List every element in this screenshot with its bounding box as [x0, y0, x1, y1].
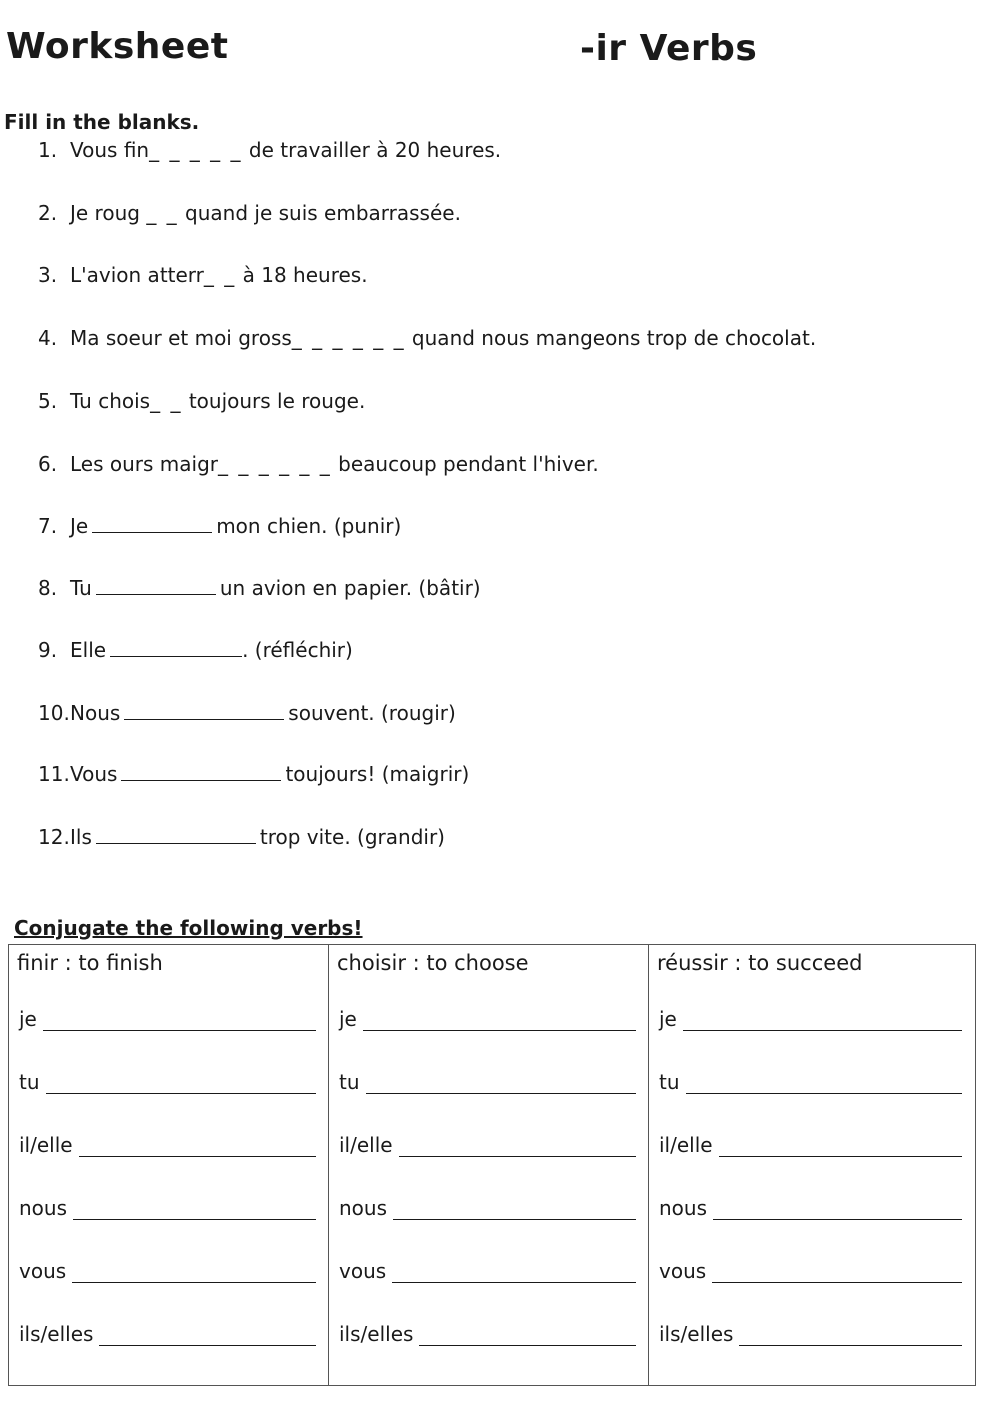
answer-line[interactable]: [739, 1333, 962, 1346]
answer-blank[interactable]: _ _ _ _ _ _: [291, 326, 406, 350]
answer-line[interactable]: [393, 1207, 636, 1220]
answer-line[interactable]: [99, 1333, 316, 1346]
question-9: 9. Elle . (réfléchir): [38, 638, 353, 662]
answer-line[interactable]: [686, 1081, 962, 1094]
answer-blank[interactable]: [96, 580, 216, 595]
worksheet-subtitle: -ir Verbs: [580, 28, 758, 69]
verb-heading: finir : to finish: [17, 951, 163, 975]
question-5: 5. Tu chois_ _ toujours le rouge.: [38, 389, 366, 413]
answer-line[interactable]: [683, 1018, 962, 1031]
conjugation-column-reussir: réussir : to succeed je tu il/elle nous vous ils/elles: [649, 945, 974, 1385]
answer-line[interactable]: [73, 1207, 316, 1220]
answer-line[interactable]: [363, 1018, 636, 1031]
conjugation-column-finir: finir : to finish je tu il/elle nous vous ils/elles: [9, 945, 329, 1385]
answer-blank[interactable]: _ _ _ _ _ _: [218, 452, 332, 476]
conjugation-column-choisir: choisir : to choose je tu il/elle nous vous ils/elles: [329, 945, 649, 1385]
question-4: 4. Ma soeur et moi gross_ _ _ _ _ _ quand nous mangeons trop de chocolat.: [38, 326, 817, 350]
answer-blank[interactable]: [92, 518, 212, 533]
answer-blank[interactable]: [110, 642, 242, 657]
answer-blank[interactable]: _ _: [203, 263, 237, 287]
answer-line[interactable]: [43, 1018, 316, 1031]
answer-blank[interactable]: [124, 705, 284, 720]
question-6: 6. Les ours maigr_ _ _ _ _ _ beaucoup pendant l'hiver.: [38, 452, 599, 476]
answer-blank[interactable]: _ _ _ _ _: [149, 138, 243, 162]
question-3: 3. L'avion atterr_ _ à 18 heures.: [38, 263, 368, 287]
answer-line[interactable]: [419, 1333, 636, 1346]
question-7: 7. Je mon chien. (punir): [38, 514, 402, 538]
question-12: 12.Ils trop vite. (grandir): [38, 825, 445, 849]
answer-line[interactable]: [399, 1144, 636, 1157]
answer-blank[interactable]: [96, 829, 256, 844]
question-10: 10.Nous souvent. (rougir): [38, 701, 456, 725]
answer-line[interactable]: [392, 1270, 636, 1283]
answer-line[interactable]: [79, 1144, 316, 1157]
question-8: 8. Tu un avion en papier. (bâtir): [38, 576, 481, 600]
verb-heading: réussir : to succeed: [657, 951, 863, 975]
conjugate-instruction: Conjugate the following verbs!: [14, 916, 363, 940]
answer-blank[interactable]: [121, 766, 281, 781]
answer-line[interactable]: [719, 1144, 962, 1157]
conjugation-table: [8, 944, 976, 1386]
question-1: 1. Vous fin_ _ _ _ _ de travailler à 20 heures.: [38, 138, 502, 162]
verb-heading: choisir : to choose: [337, 951, 529, 975]
answer-line[interactable]: [72, 1270, 316, 1283]
question-11: 11.Vous toujours! (maigrir): [38, 762, 470, 786]
answer-line[interactable]: [46, 1081, 316, 1094]
answer-blank[interactable]: _ _: [150, 389, 183, 413]
answer-line[interactable]: [366, 1081, 636, 1094]
answer-blank[interactable]: _ _: [146, 201, 179, 225]
answer-line[interactable]: [713, 1207, 962, 1220]
question-2: 2. Je roug _ _ quand je suis embarrassée.: [38, 201, 461, 225]
fill-in-instruction: Fill in the blanks.: [4, 110, 200, 134]
answer-line[interactable]: [712, 1270, 962, 1283]
worksheet-title: Worksheet: [6, 26, 229, 67]
